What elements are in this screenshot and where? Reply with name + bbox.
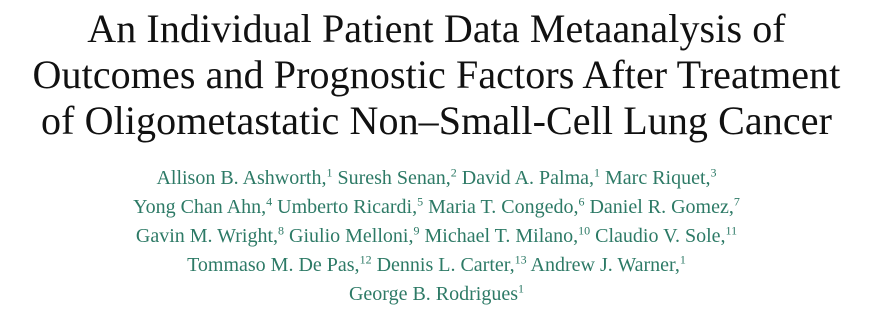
affiliation-number: 7 (733, 194, 740, 209)
author-name: Dennis L. Carter, (376, 254, 515, 276)
author (377, 254, 527, 276)
affiliation-number: 5 (417, 194, 424, 209)
author (605, 167, 717, 189)
author (531, 254, 686, 276)
author-name: David A. Palma, (461, 167, 595, 189)
author (187, 254, 371, 276)
author-name: Yong Chan Ahn, (133, 196, 267, 218)
author (133, 196, 272, 218)
author (337, 167, 456, 189)
author-line-4 (10, 251, 863, 280)
author (595, 225, 737, 247)
author-name: Andrew J. Warner, (530, 254, 680, 276)
author (462, 167, 600, 189)
affiliation-number: 1 (518, 281, 525, 296)
author (589, 196, 739, 218)
affiliation-number: 1 (679, 252, 686, 267)
author-list (10, 164, 863, 309)
affiliation-number: 3 (710, 165, 717, 180)
author (428, 196, 584, 218)
affiliation-number: 4 (266, 194, 273, 209)
affiliation-number: 13 (514, 252, 527, 267)
affiliation-number: 6 (578, 194, 585, 209)
affiliation-number: 10 (578, 223, 591, 238)
author-name: Michael T. Milano, (424, 225, 579, 247)
author (289, 225, 419, 247)
author-line-2 (10, 193, 863, 222)
author-name: Maria T. Congedo, (428, 196, 579, 218)
title-line-1: An Individual Patient Data Metaanalysis of (87, 6, 786, 51)
author-name: George B. Rodrigues (348, 283, 519, 305)
affiliation-number: 9 (413, 223, 420, 238)
author-name: Daniel R. Gomez, (589, 196, 734, 218)
title-line-3: of Oligometastatic Non–Small-Cell Lung Cancer (41, 98, 832, 143)
author-name: Suresh Senan, (337, 167, 451, 189)
author-name: Gavin M. Wright, (135, 225, 279, 247)
author (424, 225, 590, 247)
affiliation-number: 8 (278, 223, 285, 238)
paper-title (10, 6, 863, 144)
author (156, 167, 332, 189)
author-name: Claudio V. Sole, (595, 225, 726, 247)
author-name: Tommaso M. De Pas, (187, 254, 360, 276)
author-name: Umberto Ricardi, (277, 196, 418, 218)
author-line-1 (10, 164, 863, 193)
author (136, 225, 284, 247)
affiliation-number: 1 (594, 165, 601, 180)
author-name: Allison B. Ashworth, (156, 167, 327, 189)
affiliation-number: 1 (326, 165, 333, 180)
affiliation-number: 2 (450, 165, 457, 180)
author (349, 283, 524, 305)
author-name: Giulio Melloni, (289, 225, 414, 247)
author-name: Marc Riquet, (605, 167, 711, 189)
title-line-2: Outcomes and Prognostic Factors After Treatment (32, 52, 841, 97)
author-line-5 (10, 280, 863, 309)
affiliation-number: 12 (359, 252, 372, 267)
author-line-3 (10, 222, 863, 251)
affiliation-number: 11 (725, 223, 738, 238)
author (277, 196, 423, 218)
